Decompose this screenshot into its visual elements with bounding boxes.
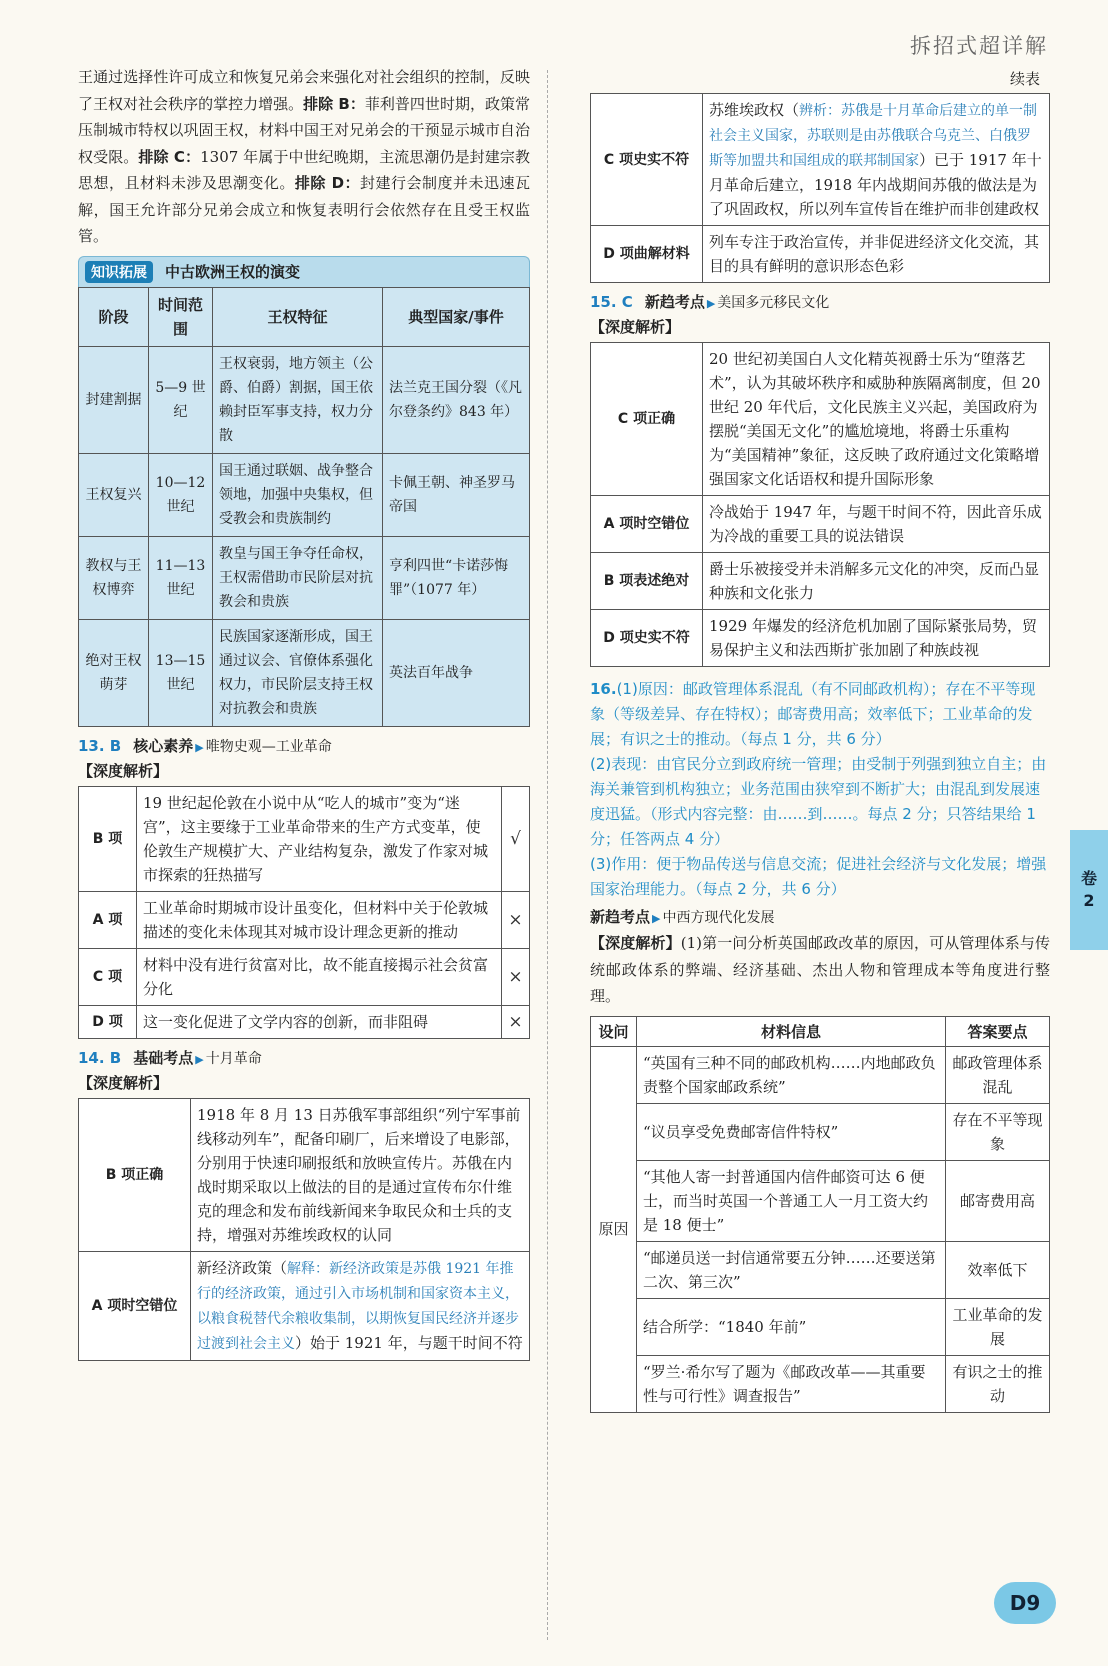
option-key: B 项 bbox=[79, 786, 137, 891]
table-row bbox=[79, 453, 530, 536]
q14-number: 14. B bbox=[78, 1048, 122, 1067]
option-text: 列车专注于政治宣传，并非促进经济文化交流，其目的具有鲜明的意识形态色彩 bbox=[703, 226, 1050, 283]
table-row bbox=[79, 1251, 530, 1360]
option-text: 19 世纪起伦敦在小说中从“吃人的城市”变为“迷宫”，这主要缘于工业革命带来的生产方式变革，使伦敦生产规模扩大、产业结构复杂，激发了作家对城市探索的狂热描写 bbox=[137, 786, 502, 891]
table-header: 时间范围 bbox=[149, 287, 213, 346]
q14-topic: 十月革命 bbox=[205, 1050, 262, 1067]
q13-title bbox=[78, 735, 530, 759]
table-header-row bbox=[591, 1016, 1050, 1046]
intro-paragraph bbox=[78, 64, 530, 250]
answer-point-cell: 工业革命的发展 bbox=[946, 1298, 1050, 1355]
q14-label: 基础考点 bbox=[133, 1048, 194, 1067]
table-row bbox=[79, 346, 530, 453]
material-cell: 结合所学：“1840 年前” bbox=[637, 1298, 946, 1355]
answer-point-cell: 邮寄费用高 bbox=[946, 1160, 1050, 1241]
cross-mark-icon: × bbox=[502, 1005, 530, 1038]
table-cell: 5—9 世纪 bbox=[149, 346, 213, 453]
table-cell: 法兰克王国分裂（《凡尔登条约》843 年） bbox=[383, 346, 530, 453]
table-row bbox=[591, 610, 1050, 667]
option-text: 1929 年爆发的经济危机加剧了国际紧张局势，贸易保护主义和法西斯扩张加剧了种族歧视 bbox=[703, 610, 1050, 667]
left-column bbox=[78, 64, 530, 1361]
option-key: D 项 bbox=[79, 1005, 137, 1038]
table-cell: 教皇与国王争夺任命权，王权需借助市民阶层对抗教会和贵族 bbox=[213, 536, 383, 619]
table-row bbox=[591, 496, 1050, 553]
right-column bbox=[590, 64, 1050, 1413]
table-row bbox=[79, 786, 530, 891]
table-cell: 11—13 世纪 bbox=[149, 536, 213, 619]
side-tab-label: 卷 bbox=[1080, 869, 1097, 888]
q16-answer-2: (2)表现：由官民分立到政府统一管理；由受制于列强到独立自主；由海关兼管到机构独立；业务范围由狭窄到不断扩大；由混乱到发展速度迅猛。（形式内容完整：由……到……。每点 2 分；只答结果给 1 分；任答两点 4 分） bbox=[590, 755, 1047, 848]
material-cell: “英国有三种不同的邮政机构……内地邮政负责整个国家邮政系统” bbox=[637, 1046, 946, 1103]
triangle-icon: ▶ bbox=[652, 912, 661, 925]
table-row bbox=[79, 891, 530, 948]
table-header: 设问 bbox=[591, 1016, 637, 1046]
table-cell: 卡佩王朝、神圣罗马帝国 bbox=[383, 453, 530, 536]
option-text: 材料中没有进行贫富对比，故不能直接揭示社会贫富分化 bbox=[137, 948, 502, 1005]
option-key: B 项表述绝对 bbox=[591, 553, 703, 610]
q14-title bbox=[78, 1047, 530, 1071]
answer-point-cell: 效率低下 bbox=[946, 1241, 1050, 1298]
q13-label: 核心素养 bbox=[133, 736, 194, 755]
q15-number: 15. C bbox=[590, 293, 633, 311]
table-header-row bbox=[79, 287, 530, 346]
table-cell: 10—12 世纪 bbox=[149, 453, 213, 536]
option-text: 这一变化促进了文学内容的创新，而非阻碍 bbox=[137, 1005, 502, 1038]
column-divider bbox=[547, 70, 548, 1640]
table-cell: 国王通过联姻、战争整合领地，加强中央集权，但受教会和贵族制约 bbox=[213, 453, 383, 536]
cross-mark-icon: × bbox=[502, 948, 530, 1005]
q16-answers bbox=[590, 677, 1050, 902]
question-cell: 原因 bbox=[591, 1046, 637, 1412]
knowledge-extension-banner bbox=[78, 256, 530, 287]
option-key: A 项时空错位 bbox=[591, 496, 703, 553]
q14-table bbox=[78, 1098, 530, 1361]
table-cell: 英法百年战争 bbox=[383, 619, 530, 726]
exclude-b-label: 排除 B： bbox=[303, 94, 365, 113]
table-cell: 教权与王权博弈 bbox=[79, 536, 149, 619]
triangle-icon: ▶ bbox=[706, 297, 716, 310]
table-cell: 王权衰弱，地方领主（公爵、伯爵）割据，国王依赖封臣军事支持，权力分散 bbox=[213, 346, 383, 453]
option-text-post: ）已于 1917 年十月革命后建立，1918 年内战期间苏俄的做法是为了巩固政权，所以列车宣传旨在维护而非创建政权 bbox=[709, 151, 1042, 218]
table-row bbox=[79, 948, 530, 1005]
q16-topic-line bbox=[590, 906, 1050, 930]
q16-material-table bbox=[590, 1016, 1050, 1413]
explanation-note: 解释：新经济政策是苏俄 1921 年推行的经济政策，通过引入市场机制和国家资本主义，以粮食税替代余粮收集制，以期恢复国民经济并逐步过渡到社会主义 bbox=[197, 1260, 519, 1352]
option-text-post: ）始于 1921 年，与题干时间不符 bbox=[295, 1333, 523, 1352]
table-row bbox=[591, 1160, 1050, 1241]
table-row bbox=[591, 1046, 1050, 1103]
q16-deep-label: 【深度解析】 bbox=[590, 934, 681, 952]
option-key: C 项正确 bbox=[591, 343, 703, 496]
q15-deep-label: 【深度解析】 bbox=[590, 318, 681, 336]
kingship-evolution-table bbox=[78, 287, 530, 727]
table-row bbox=[79, 536, 530, 619]
intro-text: 封建行会制度并未迅速瓦解，国王允许部分兄弟会成立和恢复表明行会依然存在且受王权监管。 bbox=[78, 174, 530, 245]
q16-number: 16. bbox=[590, 680, 617, 698]
material-cell: “罗兰·希尔写了题为《邮政改革——其重要性与可行性》调查报告” bbox=[637, 1355, 946, 1412]
exclude-c-label: 排除 C： bbox=[138, 147, 201, 166]
table-header: 材料信息 bbox=[637, 1016, 946, 1046]
check-mark-icon: √ bbox=[502, 786, 530, 891]
option-key: D 项曲解材料 bbox=[591, 226, 703, 283]
side-tab-number: 2 bbox=[1083, 891, 1095, 910]
q16-answer-1 bbox=[590, 677, 1050, 752]
q16-deep-paragraph bbox=[590, 930, 1050, 1010]
table-row bbox=[591, 553, 1050, 610]
exclude-d-label: 排除 D： bbox=[294, 174, 361, 192]
table-header: 答案要点 bbox=[946, 1016, 1050, 1046]
table-header: 典型国家/事件 bbox=[383, 287, 530, 346]
cross-mark-icon: × bbox=[502, 891, 530, 948]
table-row bbox=[79, 1098, 530, 1251]
q15-title bbox=[590, 291, 1050, 315]
option-key: D 项史实不符 bbox=[591, 610, 703, 667]
table-row bbox=[591, 226, 1050, 283]
option-key: A 项时空错位 bbox=[79, 1251, 191, 1360]
q14-deep-label: 【深度解析】 bbox=[78, 1073, 169, 1092]
q16-deep-text: (1)第一问分析英国邮政改革的原因，可从管理体系与传统邮政体系的弊端、经济基础、杰出人物和管理成本等角度进行整理。 bbox=[590, 934, 1050, 1005]
table-row bbox=[591, 1241, 1050, 1298]
table-header: 王权特征 bbox=[213, 287, 383, 346]
intro-text: 王通过选择性许可成立和恢复兄弟会来强化对社会组织的控制，反映了王权对社会秩序的掌控力增强。 bbox=[78, 68, 530, 113]
material-cell: “邮递员送一封信通常要五分钟……还要送第二次、第三次” bbox=[637, 1241, 946, 1298]
option-key: A 项 bbox=[79, 891, 137, 948]
triangle-icon: ▶ bbox=[195, 1052, 204, 1066]
option-text bbox=[703, 94, 1050, 226]
analysis-note: 辨析：苏俄是十月革命后建立的单一制社会主义国家，苏联则是由苏俄联合乌克兰、白俄罗斯等加盟共和国组成的联邦制国家 bbox=[709, 103, 1038, 169]
q16-answer-text: (1)原因：邮政管理体系混乱（有不同邮政机构）；存在不平等现象（等级差异、存在特权）；邮寄费用高；效率低下；工业革命的发展；有识之士的推动。（每点 1 分，共 6 分） bbox=[590, 680, 1036, 748]
material-cell: “其他人寄一封普通国内信件邮资可达 6 便士，而当时英国一个普通工人一月工资大约是 18 便士” bbox=[637, 1160, 946, 1241]
table-cell: 王权复兴 bbox=[79, 453, 149, 536]
option-text-pre: 新经济政策（ bbox=[197, 1258, 288, 1277]
q13-number: 13. B bbox=[78, 736, 122, 755]
table-cell: 绝对王权萌芽 bbox=[79, 619, 149, 726]
option-text: 1918 年 8 月 13 日苏俄军事部组织“列宁军事前线移动列车”，配备印刷厂，后来增设了电影部，分别用于快速印刷报纸和放映宣传片。苏俄在内战时期采取以上做法的目的是通过宣传布尔什维克的理念和发布前线新闻来争取民众和士兵的支持，增强对苏维埃政权的认同 bbox=[191, 1098, 530, 1251]
q14-table-continued bbox=[590, 93, 1050, 283]
answer-point-cell: 有识之士的推动 bbox=[946, 1355, 1050, 1412]
q13-topic: 唯物史观—工业革命 bbox=[205, 738, 332, 755]
table-cell: 亨利四世“卡诺莎悔罪”（1077 年） bbox=[383, 536, 530, 619]
table-cell: 13—15 世纪 bbox=[149, 619, 213, 726]
header-brand: 拆招式超详解 bbox=[910, 34, 1048, 58]
option-key: B 项正确 bbox=[79, 1098, 191, 1251]
q16-topic: 中西方现代化发展 bbox=[662, 910, 775, 926]
table-row bbox=[591, 343, 1050, 496]
table-row bbox=[79, 1005, 530, 1038]
option-text-pre: 苏维埃政权（ bbox=[709, 101, 800, 119]
extension-title: 中古欧洲王权的演变 bbox=[165, 263, 301, 281]
option-text bbox=[191, 1251, 530, 1360]
intro-text: 菲利普四世时期，政策常压制城市特权以巩固王权，材料中国王对兄弟会的干预显示城市自治权受限。 bbox=[78, 94, 530, 166]
q13-deep-label: 【深度解析】 bbox=[78, 761, 169, 780]
triangle-icon: ▶ bbox=[195, 740, 204, 754]
option-key: C 项史实不符 bbox=[591, 94, 703, 226]
option-text: 工业革命时期城市设计虽变化，但材料中关于伦敦城描述的变化未体现其对城市设计理念更新的推动 bbox=[137, 891, 502, 948]
option-text: 冷战始于 1947 年，与题干时间不符，因此音乐成为冷战的重要工具的说法错误 bbox=[703, 496, 1050, 553]
option-text: 20 世纪初美国白人文化精英视爵士乐为“堕落艺术”，认为其破坏秩序和威胁种族隔离制度，但 20 世纪 20 年代后，文化民族主义兴起，美国政府为摆脱“美国无文化”的尴尬境地，将爵士乐重构为“美国精神”象征，这反映了政府通过文化策略增强国家文化话语权和提升国际形象 bbox=[703, 343, 1050, 496]
q13-table bbox=[78, 786, 530, 1039]
q16-answer-3: (3)作用：便于物品传送与信息交流；促进社会经济与文化发展；增强国家治理能力。（每点 2 分，共 6 分） bbox=[590, 855, 1047, 898]
table-cell: 民族国家逐渐形成，国王通过议会、官僚体系强化权力，市民阶层支持王权对抗教会和贵族 bbox=[213, 619, 383, 726]
option-text: 爵士乐被接受并未消解多元文化的冲突，反而凸显种族和文化张力 bbox=[703, 553, 1050, 610]
volume-side-tab bbox=[1070, 830, 1108, 950]
table-row bbox=[591, 94, 1050, 226]
table-header: 阶段 bbox=[79, 287, 149, 346]
table-cell: 封建割据 bbox=[79, 346, 149, 453]
q16-label: 新趋考点 bbox=[590, 908, 651, 926]
option-key: C 项 bbox=[79, 948, 137, 1005]
table-row bbox=[591, 1103, 1050, 1160]
table-row bbox=[591, 1355, 1050, 1412]
continued-table-label: 续表 bbox=[1009, 70, 1040, 88]
page-number: D9 bbox=[994, 1582, 1056, 1624]
answer-point-cell: 邮政管理体系混乱 bbox=[946, 1046, 1050, 1103]
table-row bbox=[79, 619, 530, 726]
intro-text: 1307 年属于中世纪晚期，主流思潮仍是封建宗教思想，且材料未涉及思潮变化。 bbox=[78, 147, 530, 192]
q15-table bbox=[590, 342, 1050, 667]
material-cell: “议员享受免费邮寄信件特权” bbox=[637, 1103, 946, 1160]
q15-label: 新趋考点 bbox=[644, 293, 705, 311]
answer-point-cell: 存在不平等现象 bbox=[946, 1103, 1050, 1160]
q15-topic: 美国多元移民文化 bbox=[717, 295, 830, 311]
table-row bbox=[591, 1298, 1050, 1355]
extension-tag: 知识拓展 bbox=[85, 261, 153, 283]
